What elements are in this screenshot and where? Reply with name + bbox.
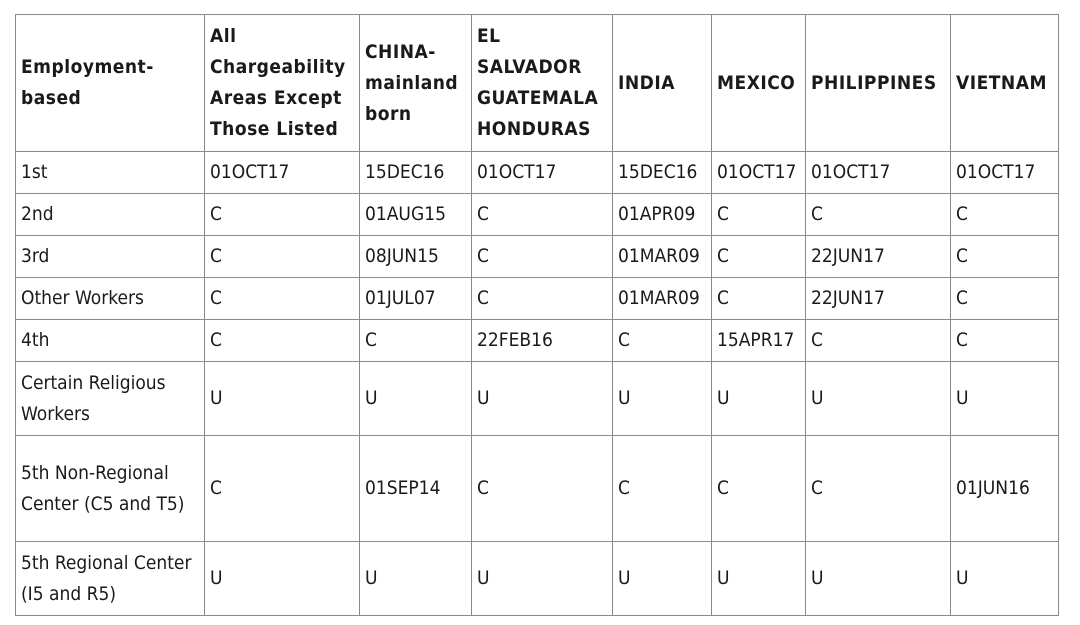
table-cell: C [205, 436, 360, 542]
header-all-chargeability: All Chargeability Areas Except Those Listed [205, 15, 360, 152]
row-label: 5th Non-Regional Center (C5 and T5) [16, 436, 205, 542]
table-cell: C [806, 194, 951, 236]
table-cell: C [205, 320, 360, 362]
table-cell: U [806, 542, 951, 616]
table-cell: 01OCT17 [712, 152, 806, 194]
table-cell: 22JUN17 [806, 236, 951, 278]
table-cell: 01MAR09 [613, 278, 712, 320]
table-cell: C [712, 236, 806, 278]
table-cell: 15APR17 [712, 320, 806, 362]
table-cell: 08JUN15 [360, 236, 472, 278]
table-cell: C [712, 278, 806, 320]
table-cell: C [951, 194, 1059, 236]
table-cell: C [472, 236, 613, 278]
row-label: 2nd [16, 194, 205, 236]
visa-bulletin-table-container [15, 14, 1059, 616]
header-india: INDIA [613, 15, 712, 152]
table-cell: U [613, 542, 712, 616]
table-cell: U [205, 362, 360, 436]
row-label: 3rd [16, 236, 205, 278]
table-cell: 01OCT17 [205, 152, 360, 194]
table-row [16, 436, 1059, 542]
header-employment-based: Employment-based [16, 15, 205, 152]
table-cell: C [712, 436, 806, 542]
table-cell: U [472, 542, 613, 616]
table-cell: 01JUN16 [951, 436, 1059, 542]
table-cell: 22FEB16 [472, 320, 613, 362]
header-row [16, 15, 1059, 152]
row-label: Certain Religious Workers [16, 362, 205, 436]
table-cell: U [360, 542, 472, 616]
table-cell: 01OCT17 [472, 152, 613, 194]
table-cell: 15DEC16 [613, 152, 712, 194]
table-cell: 01MAR09 [613, 236, 712, 278]
table-cell: U [951, 362, 1059, 436]
table-cell: C [205, 236, 360, 278]
table-cell: 01OCT17 [951, 152, 1059, 194]
table-row [16, 320, 1059, 362]
table-row [16, 542, 1059, 616]
table-cell: U [951, 542, 1059, 616]
table-row [16, 236, 1059, 278]
table-cell: 01AUG15 [360, 194, 472, 236]
header-mexico: MEXICO [712, 15, 806, 152]
employment-based-dates-table [15, 14, 1059, 616]
table-cell: U [472, 362, 613, 436]
table-row [16, 362, 1059, 436]
table-cell: C [360, 320, 472, 362]
table-cell: C [613, 320, 712, 362]
row-label: 5th Regional Center (I5 and R5) [16, 542, 205, 616]
table-cell: C [806, 320, 951, 362]
table-cell: C [712, 194, 806, 236]
header-vietnam: VIETNAM [951, 15, 1059, 152]
table-cell: 15DEC16 [360, 152, 472, 194]
table-cell: C [613, 436, 712, 542]
header-philippines: PHILIPPINES [806, 15, 951, 152]
table-cell: 01APR09 [613, 194, 712, 236]
table-cell: C [951, 236, 1059, 278]
table-cell: U [205, 542, 360, 616]
table-cell: C [472, 194, 613, 236]
header-el-salvador-guatemala-honduras: EL SALVADOR GUATEMALA HONDURAS [472, 15, 613, 152]
table-cell: C [951, 278, 1059, 320]
table-cell: 22JUN17 [806, 278, 951, 320]
table-row [16, 152, 1059, 194]
table-cell: C [472, 436, 613, 542]
table-cell: C [205, 278, 360, 320]
row-label: 4th [16, 320, 205, 362]
table-cell: 01SEP14 [360, 436, 472, 542]
table-cell: C [205, 194, 360, 236]
table-cell: 01JUL07 [360, 278, 472, 320]
table-cell: U [613, 362, 712, 436]
row-label: 1st [16, 152, 205, 194]
row-label: Other Workers [16, 278, 205, 320]
table-cell: C [806, 436, 951, 542]
table-cell: C [951, 320, 1059, 362]
table-cell: C [472, 278, 613, 320]
table-cell: U [712, 542, 806, 616]
table-cell: U [806, 362, 951, 436]
table-row [16, 194, 1059, 236]
table-cell: U [360, 362, 472, 436]
header-china: CHINA-mainland born [360, 15, 472, 152]
table-row [16, 278, 1059, 320]
table-cell: U [712, 362, 806, 436]
table-cell: 01OCT17 [806, 152, 951, 194]
